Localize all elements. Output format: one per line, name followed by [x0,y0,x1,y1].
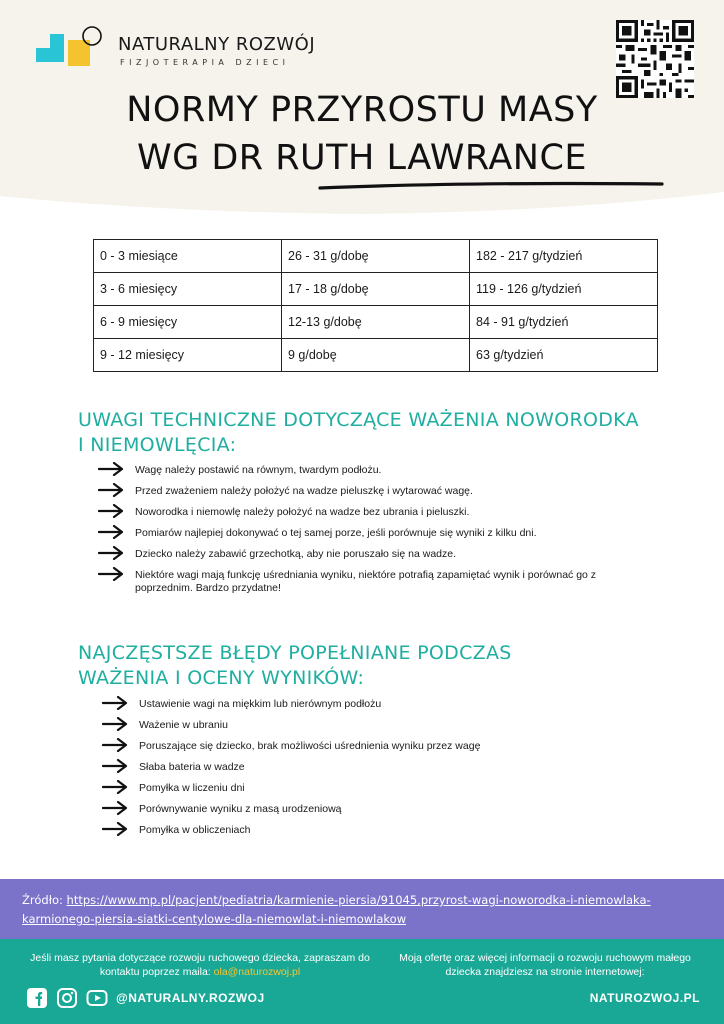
table-cell-age: 6 - 9 miesięcy [94,306,282,339]
list-item-text: Niektóre wagi mają funkcję uśredniania wyniku, niektóre potrafią zapamiętać wynik i porównać go z poprzednim. Bardzo przydatne! [135,569,597,594]
list-item-text: Porównywanie wyniku z masą urodzeniową [139,803,342,815]
website-link[interactable]: NATUROZWOJ.PL [589,991,700,1005]
title-underline [316,178,666,194]
facebook-icon[interactable] [26,987,48,1009]
contact-text: Jeśli masz pytania dotyczące rozwoju ruchowego dziecka, zapraszam do kontaktu poprzez maila: [30,952,370,978]
source-bar [0,879,724,939]
list-item [102,698,622,711]
arrow-right-icon [102,717,128,731]
list-item-text: Przed zważeniem należy położyć na wadze pieluszkę i wytarować wagę. [135,485,473,497]
table-cell-daily: 9 g/dobę [282,339,470,372]
table-row [94,306,658,339]
arrow-right-icon [102,822,128,836]
list-item [102,824,622,837]
arrow-right-icon [98,462,124,476]
contact-email-link[interactable]: ola@naturozwoj.pl [213,966,301,978]
table-cell-age: 0 - 3 miesiące [94,240,282,273]
table-cell-weekly: 182 - 217 g/tydzień [470,240,658,273]
table-cell-weekly: 63 g/tydzień [470,339,658,372]
brand-logo [36,26,116,72]
table-cell-weekly: 84 - 91 g/tydzień [470,306,658,339]
table-cell-daily: 17 - 18 g/dobę [282,273,470,306]
footer [0,939,724,1024]
list-item-text: Słaba bateria w wadze [139,761,245,773]
section-title-technical-notes [78,408,639,458]
source-link[interactable]: https://www.mp.pl/pacjent/pediatria/karmienie-piersia/91045,przyrost-wagi-noworodka-i-niemowlaka-karmionego-piersia-siatki-centylowe-dla-niemowlat-i-niemowlakow [22,893,651,926]
common-errors-list [102,698,622,845]
source-label: Źródło: [22,893,63,907]
social-icons [26,987,108,1009]
table-row [94,273,658,306]
table-cell-age: 9 - 12 miesięcy [94,339,282,372]
list-item [98,548,628,561]
table-row [94,339,658,372]
arrow-right-icon [98,546,124,560]
list-item-text: Ustawienie wagi na miękkim lub nierównym podłożu [139,698,382,710]
brand-tagline: FIZJOTERAPIA DZIECI [120,58,290,67]
list-item [102,782,622,795]
arrow-right-icon [102,696,128,710]
list-item [98,506,628,519]
list-item-text: Dziecko należy zabawić grzechotką, aby nie poruszało się na wadze. [135,548,457,560]
list-item [102,761,622,774]
technical-notes-list [98,464,628,603]
list-item-text: Ważenie w ubraniu [139,719,228,731]
arrow-right-icon [98,504,124,518]
arrow-right-icon [98,567,124,581]
list-item [102,719,622,732]
page-title-line2: WG DR RUTH LAWRANCE [136,138,588,178]
section-title-line1: NAJCZĘSTSZE BŁĘDY POPEŁNIANE PODCZAS [78,642,512,664]
list-item-text: Pomyłka w liczeniu dni [139,782,245,794]
contact-info [30,951,370,979]
table-cell-age: 3 - 6 miesięcy [94,273,282,306]
table-row [94,240,658,273]
social-handle[interactable]: @NATURALNY.ROZWOJ [116,991,265,1005]
arrow-right-icon [98,525,124,539]
section-title-common-errors [78,641,512,691]
arrow-right-icon [98,483,124,497]
website-info: Moją ofertę oraz więcej informacji o rozwoju ruchowym małego dziecka znajdziesz na stronie internetowej: [399,952,691,978]
list-item [102,740,622,753]
list-item [98,527,628,540]
arrow-right-icon [102,738,128,752]
brand-name: NATURALNY ROZWÓJ [118,34,316,55]
list-item-text: Pomyłka w obliczeniach [139,824,251,836]
list-item-text: Poruszające się dziecko, brak możliwości uśrednienia wyniku przez wagę [139,740,481,752]
arrow-right-icon [102,801,128,815]
arrow-right-icon [102,759,128,773]
list-item [98,485,628,498]
list-item-text: Pomiarów najlepiej dokonywać o tej samej porze, jeśli porównuje się wyniki z kilku dni. [135,527,537,539]
list-item-text: Wagę należy postawić na równym, twardym podłożu. [135,464,382,476]
section-title-line2: I NIEMOWLĘCIA: [78,434,237,456]
page-title-line1: NORMY PRZYROSTU MASY [126,90,598,130]
list-item-text: Noworodka i niemowlę należy położyć na wadze bez ubrania i pieluszki. [135,506,470,518]
table-cell-daily: 12-13 g/dobę [282,306,470,339]
list-item [102,803,622,816]
section-title-line2: WAŻENIA I OCENY WYNIKÓW: [78,667,365,689]
list-item [98,569,628,595]
youtube-icon[interactable] [86,987,108,1009]
table-cell-weekly: 119 - 126 g/tydzień [470,273,658,306]
arrow-right-icon [102,780,128,794]
list-item [98,464,628,477]
section-title-line1: UWAGI TECHNICZNE DOTYCZĄCE WAŻENIA NOWORODKA [78,409,639,431]
qr-code [616,20,694,98]
table-cell-daily: 26 - 31 g/dobę [282,240,470,273]
instagram-icon[interactable] [56,987,78,1009]
weight-gain-norms-table [93,239,658,372]
